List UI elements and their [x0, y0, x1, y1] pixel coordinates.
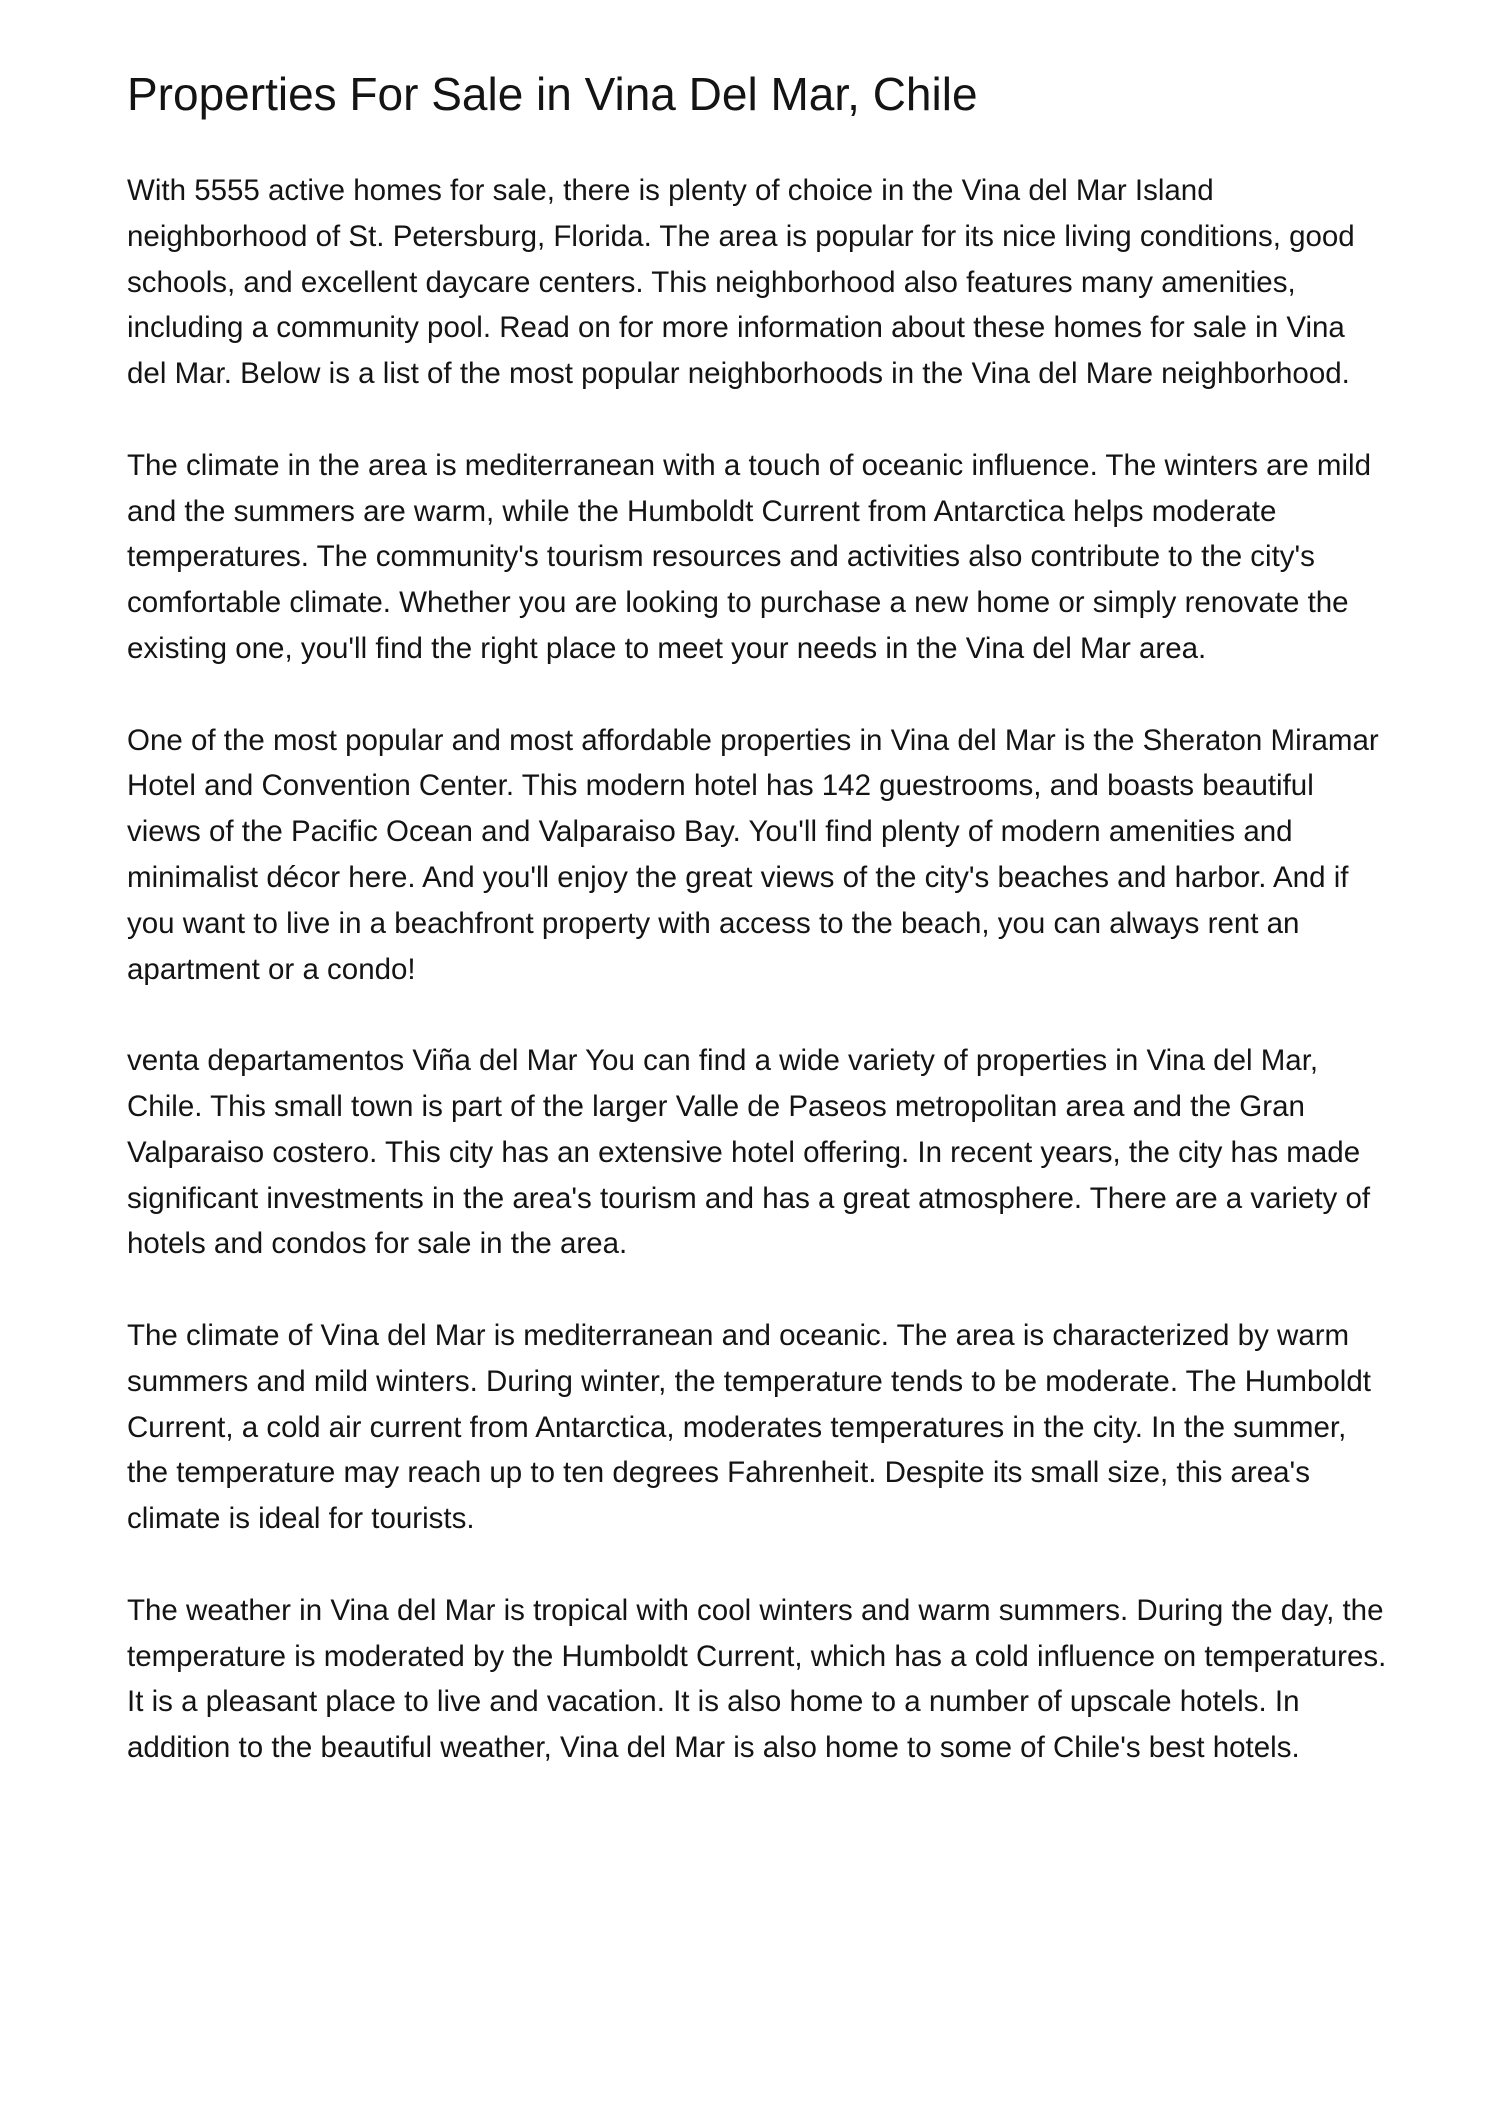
document-page: [127, 64, 1387, 1817]
paragraph-5: The climate of Vina del Mar is mediterranean and oceanic. The area is characterized by warm summers and mild winters. During winter, the temperature tends to be moderate. The Humboldt Current, a cold air current from Antarctica, moderates temperatures in the city. In the summer, the temperature may reach up to ten degrees Fahrenheit. Despite its small size, this area's climate is ideal for tourists.: [127, 1318, 1371, 1536]
paragraph-3: One of the most popular and most affordable properties in Vina del Mar is the Sheraton Miramar Hotel and Convention Center. This modern hotel has 142 guestrooms, and boasts beautiful views of the Pacific Ocean and Valparaiso Bay. You'll find plenty of modern amenities and minimalist décor here. And you'll enjoy the great views of the city's beaches and harbor. And if you want to live in a beachfront property with access to the beach, you can always rent an apartment or a condo!: [127, 723, 1379, 986]
paragraph-1: With 5555 active homes for sale, there is plenty of choice in the Vina del Mar Island neighborhood of St. Petersburg, Florida. The area is popular for its nice living conditions, good schools, and excellent daycare centers. This neighborhood also features many amenities, including a community pool. Read on for more information about these homes for sale in Vina del Mar. Below is a list of the most popular neighborhoods in the Vina del Mare neighborhood.: [127, 174, 1355, 391]
paragraph-4: venta departamentos Viña del Mar You can find a wide variety of properties in Vina del Mar, Chile. This small town is part of the larger Valle de Paseos metropolitan area and the Gran Valparaiso costero. This city has an extensive hotel offering. In recent years, the city has made significant investments in the area's tourism and has a great atmosphere. There are a variety of hotels and condos for sale in the area.: [127, 1044, 1371, 1261]
document-body: [127, 168, 1387, 1771]
paragraph-6: The weather in Vina del Mar is tropical with cool winters and warm summers. During the day, the temperature is moderated by the Humboldt Current, which has a cold influence on temperatures. It is a pleasant place to live and vacation. It is also home to a number of upscale hotels. In addition to the beautiful weather, Vina del Mar is also home to some of Chile's best hotels.: [127, 1593, 1387, 1765]
paragraph-2: The climate in the area is mediterranean with a touch of oceanic influence. The winters are mild and the summers are warm, while the Humboldt Current from Antarctica helps moderate temperatures. The community's tourism resources and activities also contribute to the city's comfortable climate. Whether you are looking to purchase a new home or simply renovate the existing one, you'll find the right place to meet your needs in the Vina del Mar area.: [127, 448, 1372, 665]
page-title: Properties For Sale in Vina Del Mar, Chile: [127, 68, 978, 120]
